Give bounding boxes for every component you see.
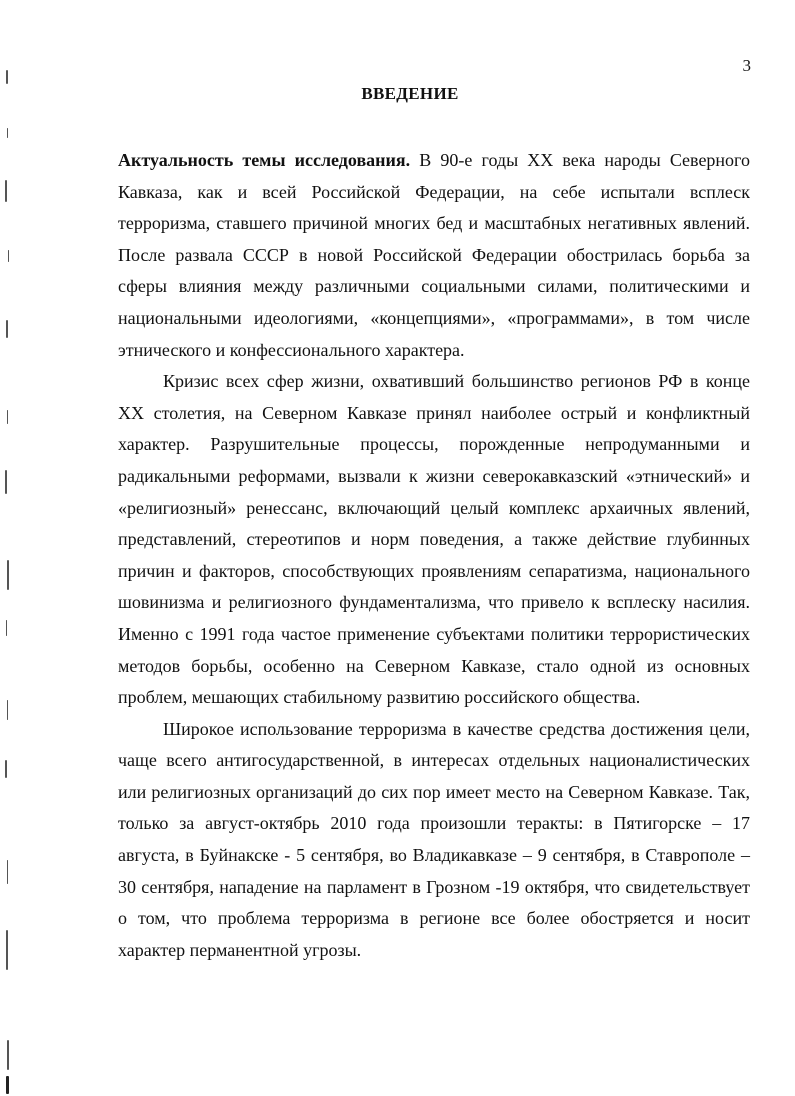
paragraph-text: В 90-е годы XX века народы Северного Кавказа, как и всей Российской Федерации, на себе испытали всплеск терроризма, ставшего причиной многих бед и масштабных негативных явлений. После развала СССР в новой Российской Федерации обострилась борьба за сферы влияния между различными социальными силами, политическими и национальными идеологиями, «концепциями», «программами», в том числе этнического и конфессионального характера. xyxy=(118,150,750,360)
body-text xyxy=(118,145,750,966)
page-number: 3 xyxy=(742,56,751,75)
paragraph-2: Кризис всех сфер жизни, охвативший большинство регионов РФ в конце XX столетия, на Северном Кавказе принял наиболее острый и конфликтный характер. Разрушительные процессы, порожденные непродуманными и радикальными реформами, вызвали к жизни северокавказский «этнический» и «религиозный» ренессанс, включающий целый комплекс архаичных явлений, представлений, стереотипов и норм поведения, а также действие глубинных причин и факторов, способствующих проявлениям сепаратизма, национального шовинизма и религиозного фундаментализма, что привело к всплеску насилия. Именно с 1991 года частое применение субъектами политики террористических методов борьбы, особенно на Северном Кавказе, стало одной из основных проблем, мешающих стабильному развитию российского общества. xyxy=(118,371,750,708)
scan-speck xyxy=(6,930,8,970)
scan-speck xyxy=(7,560,9,590)
scan-speck xyxy=(6,70,8,84)
paragraph-1 xyxy=(118,145,750,366)
paragraph-3: Широкое использование терроризма в качестве средства достижения цели, чаще всего антигосударственной, в интересах отдельных националистических или религиозных организаций до сих пор имеет место на Северном Кавказе. Так, только за август-октябрь 2010 года произошли теракты: в Пятигорске – 17 августа, в Буйнакске - 5 сентября, во Владикавказе – 9 сентября, в Ставрополе – 30 сентября, нападение на парламент в Грозном -19 октября, что свидетельствует о том, что проблема терроризма в регионе все более обостряется и носит характер перманентной угрозы. xyxy=(118,718,750,960)
scan-speck xyxy=(6,320,8,338)
scan-speck xyxy=(7,860,8,884)
scan-speck xyxy=(8,250,9,262)
scan-binding-margin xyxy=(0,0,16,1096)
paragraph-lead: Актуальность темы исследования. xyxy=(118,150,411,170)
page-heading: ВВЕДЕНИЕ xyxy=(361,84,459,103)
scan-speck xyxy=(7,1040,9,1070)
scan-speck xyxy=(5,760,7,778)
scan-speck xyxy=(5,180,7,202)
scan-speck xyxy=(6,1076,9,1094)
scan-speck xyxy=(5,470,7,494)
scan-speck xyxy=(7,410,8,424)
scan-speck xyxy=(7,128,8,138)
scan-speck xyxy=(7,700,8,720)
scan-speck xyxy=(6,620,7,636)
